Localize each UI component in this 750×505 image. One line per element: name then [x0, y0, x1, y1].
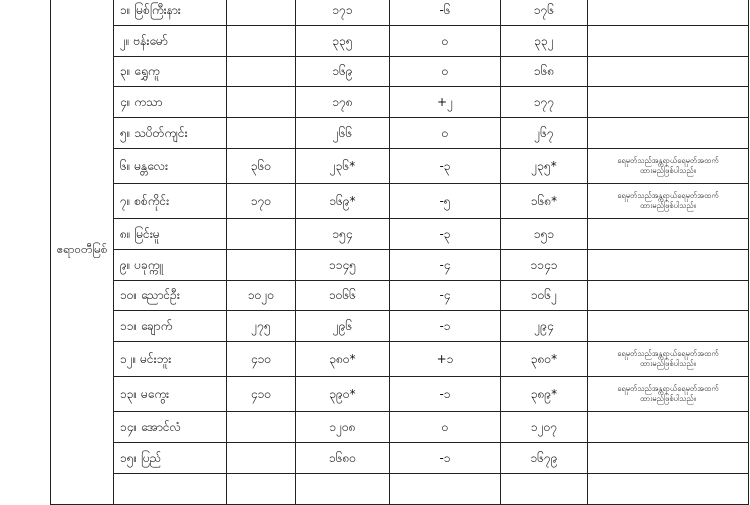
- level-today-cell: ၃၈၀*: [296, 342, 390, 377]
- change-cell: -၆: [390, 0, 501, 25]
- change-cell: +၁: [390, 342, 501, 377]
- table-row: [51, 342, 749, 377]
- level-prev-cell: ၁၆၈*: [501, 183, 588, 218]
- change-cell: -၁: [390, 311, 501, 342]
- danger-level-cell: [227, 118, 296, 149]
- danger-level-cell: [227, 56, 296, 87]
- remark-line-2: ထားမည်ဖြစ်ပါသည်။: [640, 165, 696, 175]
- table-row: [51, 249, 749, 280]
- level-prev-cell: ၂၆၇: [501, 118, 588, 149]
- change-cell: ၀: [390, 56, 501, 87]
- level-prev-cell: ၃၈၀*: [501, 342, 588, 377]
- danger-level-cell: ၁၇၀: [227, 183, 296, 218]
- table-row: [51, 377, 749, 412]
- remark-cell: [588, 56, 749, 87]
- level-today-cell: ၃၉၀*: [296, 377, 390, 412]
- remark-cell: [588, 0, 749, 25]
- remark-cell: [588, 218, 749, 249]
- change-cell: ၀: [390, 118, 501, 149]
- change-cell: ၀: [390, 412, 501, 443]
- level-prev-cell: ၁၆၈: [501, 56, 588, 87]
- station-cell: ၁၅။ ပြည်: [114, 442, 227, 473]
- change-cell: +၂: [390, 87, 501, 118]
- table-row: [51, 25, 749, 56]
- change-cell: -၄: [390, 280, 501, 311]
- remark-line-2: ထားမည်ဖြစ်ပါသည်။: [640, 200, 696, 210]
- change-cell: -၄: [390, 249, 501, 280]
- station-cell: [114, 473, 227, 504]
- change-cell: -၃: [390, 148, 501, 183]
- table-row: [51, 218, 749, 249]
- level-today-cell: ၁၂၀၈: [296, 412, 390, 443]
- level-today-cell: ၁၆၈၀: [296, 442, 390, 473]
- danger-level-cell: [227, 412, 296, 443]
- table-row: [51, 412, 749, 443]
- station-cell: ၁၃။ မကွေး: [114, 377, 227, 412]
- table-row: [51, 87, 749, 118]
- level-prev-cell: ၁၇၇: [501, 87, 588, 118]
- station-cell: ၄။ ကသာ: [114, 87, 227, 118]
- station-cell: ၅။ သပိတ်ကျင်း: [114, 118, 227, 149]
- change-cell: -၅: [390, 183, 501, 218]
- level-prev-cell: ၁၀၆၂: [501, 280, 588, 311]
- station-cell: ၁၀။ ညောင်ဦး: [114, 280, 227, 311]
- level-prev-cell: ၂၃၅*: [501, 148, 588, 183]
- remark-cell: [588, 183, 749, 218]
- change-cell: [390, 473, 501, 504]
- table-row: [51, 56, 749, 87]
- level-prev-cell: ၁၆၇၉: [501, 442, 588, 473]
- change-cell: -၁: [390, 442, 501, 473]
- level-prev-cell: ၃၃၂: [501, 25, 588, 56]
- remark-cell: [588, 25, 749, 56]
- remark-line-1: ရေမှတ်သည်အန္တရာယ်ရေမှတ်အထက်: [617, 349, 719, 359]
- danger-level-cell: [227, 249, 296, 280]
- station-cell: ၁။ မြစ်ကြီးနား: [114, 0, 227, 25]
- level-today-cell: ၂၉၆: [296, 311, 390, 342]
- level-today-cell: ၃၃၅: [296, 25, 390, 56]
- water-level-table: [50, 0, 749, 505]
- table-row: [51, 183, 749, 218]
- level-today-cell: ၁၀၆၆: [296, 280, 390, 311]
- level-today-cell: [296, 473, 390, 504]
- remark-line-1: ရေမှတ်သည်အန္တရာယ်ရေမှတ်အထက်: [617, 384, 719, 394]
- danger-level-cell: [227, 87, 296, 118]
- remark-cell: [588, 442, 749, 473]
- station-cell: ၇။ စစ်ကိုင်း: [114, 183, 227, 218]
- table-row: [51, 311, 749, 342]
- remark-line-1: ရေမှတ်သည်အန္တရာယ်ရေမှတ်အထက်: [617, 190, 719, 200]
- level-today-cell: ၁၆၉*: [296, 183, 390, 218]
- level-today-cell: ၁၇၁: [296, 0, 390, 25]
- remark-line-2: ထားမည်ဖြစ်ပါသည်။: [640, 359, 696, 369]
- table-row: [51, 442, 749, 473]
- station-cell: ၈။ မြင်းမူ: [114, 218, 227, 249]
- table-row: [51, 473, 749, 504]
- remark-line-1: ရေမှတ်သည်အန္တရာယ်ရေမှတ်အထက်: [617, 155, 719, 165]
- station-cell: ၂။ ဗန်းမော်: [114, 25, 227, 56]
- station-cell: ၆။ မန္တလေး: [114, 148, 227, 183]
- danger-level-cell: ၄၁၀: [227, 342, 296, 377]
- level-prev-cell: [501, 473, 588, 504]
- station-cell: ၃။ ရွှေကူ: [114, 56, 227, 87]
- level-prev-cell: ၁၁၄၁: [501, 249, 588, 280]
- table-row: [51, 118, 749, 149]
- danger-level-cell: ၄၁၀: [227, 377, 296, 412]
- station-cell: ၉။ ပခုက္ကူ: [114, 249, 227, 280]
- station-cell: ၁၁။ ချောက်: [114, 311, 227, 342]
- level-prev-cell: ၁၂၀၇: [501, 412, 588, 443]
- remark-cell: [588, 342, 749, 377]
- level-today-cell: ၁၅၄: [296, 218, 390, 249]
- table-row: [51, 148, 749, 183]
- level-prev-cell: ၁၅၁: [501, 218, 588, 249]
- change-cell: ၀: [390, 25, 501, 56]
- remark-cell: [588, 87, 749, 118]
- remark-cell: [588, 280, 749, 311]
- danger-level-cell: [227, 442, 296, 473]
- table-row: [51, 280, 749, 311]
- danger-level-cell: [227, 0, 296, 25]
- remark-cell: [588, 412, 749, 443]
- remark-cell: [588, 118, 749, 149]
- level-today-cell: ၁၆၉: [296, 56, 390, 87]
- remark-cell: [588, 148, 749, 183]
- region-cell: ဧရာဝတီမြစ်: [51, 0, 114, 504]
- change-cell: -၁: [390, 377, 501, 412]
- table-row: [51, 0, 749, 25]
- danger-level-cell: ၂၇၅: [227, 311, 296, 342]
- level-prev-cell: ၂၉၄: [501, 311, 588, 342]
- danger-level-cell: [227, 218, 296, 249]
- level-prev-cell: ၃၈၉*: [501, 377, 588, 412]
- table-body: [51, 0, 749, 504]
- danger-level-cell: ၁၀၂၀: [227, 280, 296, 311]
- remark-cell: [588, 249, 749, 280]
- danger-level-cell: [227, 473, 296, 504]
- remark-line-2: ထားမည်ဖြစ်ပါသည်။: [640, 394, 696, 404]
- level-today-cell: ၁၇၈: [296, 87, 390, 118]
- level-prev-cell: ၁၇၆: [501, 0, 588, 25]
- station-cell: ၁၂။ မင်းဘူး: [114, 342, 227, 377]
- danger-level-cell: [227, 25, 296, 56]
- danger-level-cell: ၃၆၀: [227, 148, 296, 183]
- change-cell: -၃: [390, 218, 501, 249]
- station-cell: ၁၄။ အောင်လံ: [114, 412, 227, 443]
- level-today-cell: ၁၁၄၅: [296, 249, 390, 280]
- remark-cell: [588, 473, 749, 504]
- remark-cell: [588, 377, 749, 412]
- level-today-cell: ၂၃၆*: [296, 148, 390, 183]
- remark-cell: [588, 311, 749, 342]
- level-today-cell: ၂၆၆: [296, 118, 390, 149]
